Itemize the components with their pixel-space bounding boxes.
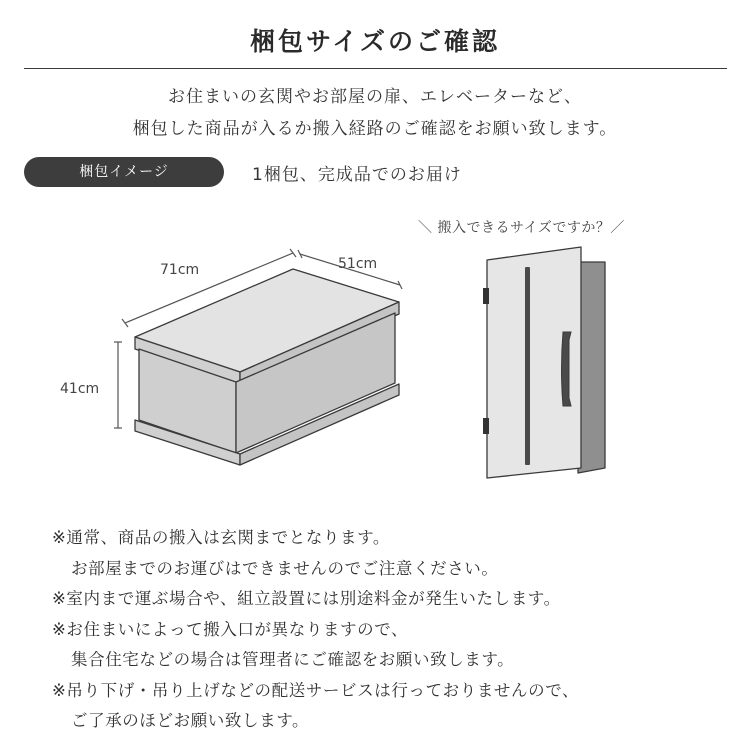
door-groove <box>525 267 530 465</box>
door-illustration <box>480 240 610 485</box>
note-line: ※お住まいによって搬入口が異なりますので、 <box>52 619 409 639</box>
page-title: 梱包サイズのご確認 <box>249 27 500 56</box>
notes-section <box>52 523 579 737</box>
package-image-badge: 梱包イメージ <box>24 157 224 187</box>
intro-line-2: 梱包した商品が入るか搬入経路のご確認をお願い致します。 <box>132 119 618 139</box>
upper-hinge-icon <box>483 288 489 304</box>
height-label: 41cm <box>60 381 100 397</box>
note-line: ※室内まで運ぶ場合や、組立設置には別途料金が発生いたします。 <box>52 589 561 608</box>
lower-hinge-icon <box>483 418 489 434</box>
note-line: ※通常、商品の搬入は玄関までとなります。 <box>52 528 391 547</box>
note-line: 集合住宅などの場合は管理者にご確認をお願い致します。 <box>71 650 515 669</box>
note-line: お部屋までのお運びはできませんのでご注意ください。 <box>71 558 499 578</box>
note-line: ご了承のほどお願い致します。 <box>71 711 310 730</box>
title-divider <box>24 68 727 69</box>
intro-line-1: お住まいの玄関やお部屋の扉、エレベーターなど、 <box>168 87 582 107</box>
door-caption: ＼ 搬入できるサイズですか？／ <box>418 220 625 236</box>
door-frame <box>578 262 605 473</box>
width-label: 71cm <box>160 262 200 278</box>
package-box-illustration <box>100 245 420 480</box>
height-dimension-line <box>114 342 122 428</box>
package-description: 1梱包、完成品でのお届け <box>252 165 462 185</box>
depth-label: 51cm <box>338 256 378 272</box>
note-line: ※吊り下げ・吊り上げなどの配送サービスは行っておりませんので、 <box>52 680 580 700</box>
